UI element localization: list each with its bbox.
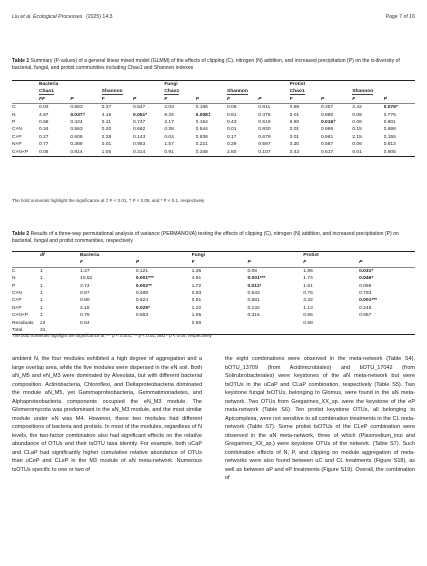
table2-cell: 0.121 (136, 267, 192, 275)
table2-cell: 0.046* (359, 276, 374, 282)
table1-cell: 0.01 (226, 127, 237, 133)
table1-cell: 0.01 (352, 149, 383, 157)
table1-cell: 0.747 (132, 120, 146, 126)
table-row (12, 134, 415, 141)
table1-cell: 0.424 (70, 120, 83, 126)
table1-cell: 0.980 (320, 112, 334, 118)
table1-cell: 0.81 (226, 112, 237, 118)
table1-stat-header: P (70, 96, 74, 102)
table2-footnote: The bold numerals highlight the significance at *** p < 0.001, ** p < 0.01, and * p < 0.05, respectively (12, 333, 212, 338)
table1-footnote: The bold numerals highlight the significance at ‡ P < 0.01, † P < 0.05, and * P < 0.1, respectively (12, 198, 205, 203)
table1-cell: 0.811 (258, 104, 289, 112)
table1-cell: 0.38 (164, 127, 174, 133)
table-row (12, 275, 415, 282)
table-row (12, 149, 415, 157)
table1-cell: 0.11 (101, 120, 111, 126)
table1-metric-header: Shannon (226, 89, 248, 95)
table1-stat-header: P (320, 96, 325, 102)
table1-cell: 2.03 (164, 104, 195, 112)
table2-cell: 0.132 (247, 305, 260, 311)
table2-cell (359, 320, 415, 327)
table2-group-header: Bacteria (80, 253, 100, 258)
table2-cell: 4.61 (191, 276, 202, 282)
table2-group-header: Fungi (191, 253, 205, 258)
table2-cell: 0.001*** (247, 276, 266, 282)
table1-row-label: C×P (12, 134, 22, 140)
table1-cell: 3.42 (352, 104, 383, 112)
table2-cell: 31 (40, 327, 80, 335)
table1-cell: 0.43 (290, 149, 321, 157)
table1-empty-header (12, 81, 39, 89)
table1-cell: 0.517 (321, 149, 352, 157)
table1-cell: 0.519 (258, 120, 271, 126)
table2-cell: 0.031* (359, 267, 415, 275)
table1-cell: 0.143 (132, 134, 146, 140)
table-row (12, 297, 415, 304)
table2-row-label: C×P (12, 298, 22, 304)
table1-cell: 0.314 (133, 149, 164, 157)
table1-cell: 0.15 (352, 127, 362, 133)
table2-stat-header: P (359, 260, 363, 266)
table2-cell: 0.055 (359, 283, 372, 289)
table2 (12, 251, 415, 335)
page-number: Page 7 of 16 (385, 14, 415, 20)
table1-metric-header: Chao1 (39, 89, 54, 95)
table1-stat-header: P (383, 96, 387, 102)
table1-cell: 0.801 (383, 120, 396, 126)
table1-cell: 0.597 (258, 142, 271, 148)
table1-cell: 0.88 (290, 104, 321, 112)
table1-cell: 0.836 (195, 134, 208, 140)
table2-cell: 0.93 (191, 291, 202, 297)
table1-metric-header: Chao1 (164, 89, 180, 95)
table1-cell: 0.01 (289, 112, 300, 118)
table2-cell: 0.08 (247, 267, 303, 275)
table-row (12, 112, 415, 119)
table1-cell: 0.91 (164, 149, 195, 157)
table1-cell: 0.17 (226, 134, 237, 140)
table1-cell: 0.06 (39, 149, 70, 157)
table1-group-header: Fungi (164, 82, 178, 87)
table2-cell: 1 (40, 291, 43, 297)
table2-row-label: N×P (12, 305, 22, 311)
table1-cell: 0.008‡ (195, 112, 211, 118)
table-row (12, 126, 415, 133)
table2-df-header: df (40, 253, 45, 258)
table1-cell: 0.77 (39, 142, 49, 148)
table1-empty-header (12, 96, 39, 104)
table1-cell: 1.05 (102, 149, 133, 157)
table1-cell: 0.27 (39, 134, 49, 140)
table1-cell: 0.29 (226, 142, 237, 148)
table1-stat-header: F (289, 96, 293, 102)
table2-cell: 0.76 (80, 313, 90, 319)
table2-cell: 0.001*** (135, 276, 154, 282)
table2-cell: 0.663 (135, 313, 149, 319)
table1-cell: 0.107 (258, 149, 289, 157)
table1-cell: 0.37 (102, 104, 133, 112)
table1-cell: 0.01 (101, 142, 112, 148)
table2-cell: 0.488 (135, 291, 149, 297)
table2-cell: 24 (40, 320, 46, 326)
table1-cell: 0.357 (321, 104, 352, 112)
table1-cell: 0.953 (132, 142, 146, 148)
table2-cell: 1 (40, 276, 43, 282)
table1-cell: 1.57 (164, 142, 174, 148)
table1-cell: 0.04 (164, 134, 174, 140)
table1-row-label: C×N (12, 127, 22, 133)
table2-cell: 0.967 (359, 313, 372, 319)
table2-cell: 0.001*** (359, 298, 378, 304)
table1-stat-header: FF (39, 96, 45, 102)
table1-stat-header: F (226, 96, 230, 102)
table2-cell (136, 320, 192, 327)
table1-cell: 0.30 (289, 142, 300, 148)
table1-row-label: N×P (12, 142, 22, 148)
table2-row-label: P (12, 283, 16, 289)
table1-cell: 0.037† (70, 112, 86, 118)
table1-cell: 8.34 (164, 112, 174, 118)
table1-cell: 0.051* (132, 112, 148, 118)
table1-label: Table 1 (12, 58, 30, 64)
table1-cell: 0.20 (101, 127, 112, 133)
table2-cell: 1.35 (192, 267, 248, 275)
table1-stat-header: P (132, 96, 137, 102)
journal-name: Liu et al. Ecological Processes (12, 14, 83, 20)
table1-cell: 0.43 (226, 120, 237, 126)
table2-cell: 0.793 (359, 291, 372, 297)
table1-group-header: Protist (289, 82, 306, 87)
table2-group-header: Protist (303, 253, 319, 258)
table1-cell: 2.80 (227, 149, 258, 157)
table1-group-header: Bacteria (39, 82, 59, 87)
table-row (12, 290, 415, 297)
table1-metric-header: Shannon (352, 89, 374, 95)
table1-cell: 0.166 (196, 104, 227, 112)
table1-stat-header: F (164, 96, 168, 102)
table2-cell: 1.47 (80, 267, 136, 275)
table1-cell: 2.15 (352, 134, 362, 140)
table1-row-label: C (12, 104, 39, 112)
table2-row-label: C×N×P (12, 313, 29, 319)
table1-cell: 0.221 (195, 142, 208, 148)
body-text-right-column: the eight combinations were observed in the meta-network (Table S4). bOTU_13709 (from Acidimicrobiales) and bOTU_17042 (from Solirubrobacterales) were keystones of the aN meta-network but were tsOTUs in the uCaP and CLaP combination, respectively (Table S5). Two keystone fungal tsOTUs, belonging to Glomus, were found in the aN meta-network. Two OTUs from Gregarines_XX_sp. were the keystone of the eP meta-network (Table S6). Ten protist keystone OTUs, all belonging to Apicomplexa, were not sensitive to all combination treatments in the CL meta-network (Table S7). Some protist tsOTUs of the CLeP combination were observed in the aN meta-network, three of which (Plasmodium_inui and Gregarines_XX_sp.) were keystone OTUs of the network. (Table S7). Such combination effects of N, P, and clipping on module aggregation of meta-networks were also found between uC and CL treatments (Figure S18), as well as between aP and eP treatments (Figure S19). Overall, the combination of (225, 356, 415, 481)
table1-cell: 0.376 (258, 112, 271, 118)
table-row (12, 104, 415, 112)
table2-cell: 0.581 (247, 298, 260, 304)
table1-cell: 0.662 (132, 127, 146, 133)
table1-row-label: N (12, 112, 16, 118)
table1-row-label: P (12, 120, 16, 126)
table-row (12, 312, 415, 319)
table2-row-label: C (12, 267, 40, 275)
table1-cell: 0.930 (258, 127, 271, 133)
table2-cell: 0.76 (303, 291, 313, 297)
table-row (12, 305, 415, 312)
table1-cell: 0.016† (320, 120, 336, 126)
table1-cell: 2.17 (164, 120, 174, 126)
table2-cell: 0.315 (247, 313, 260, 319)
table1-cell: 0.01 (289, 127, 300, 133)
table1-cell: 0.961 (320, 134, 334, 140)
table2-cell: 0.624 (135, 298, 149, 304)
table2-cell: 1.22 (191, 305, 202, 311)
table1-cell: 0.776 (383, 112, 396, 118)
table1-cell: 2.28 (101, 134, 112, 140)
table2-stat-header: F (80, 260, 84, 266)
table2-stat-header: P (135, 260, 140, 266)
table-row (12, 320, 415, 327)
table2-cell: 0.245 (359, 305, 372, 311)
table1-caption-text: Summary (P-values) of a general linear mixed model (GLMM) of the effects of clipping (C), nitrogen (N) addition, and increased precipitation (P) on the α-diversity of bacterial, fungal, and protist communities including Chao1 and Shannon indexes (12, 58, 400, 71)
table1-cell: 0.06 (227, 104, 258, 112)
table1-cell: 0.563 (70, 127, 83, 133)
table1-cell: 0.679 (258, 134, 271, 140)
table2-cell: 0.66 (191, 320, 202, 326)
table1-cell: 6.60 (289, 120, 300, 126)
table2-stat-header: F (191, 260, 195, 266)
table1-cell: 0.986 (320, 127, 334, 133)
table1-cell: 4.18 (101, 112, 112, 118)
table2-cell: 0.543 (247, 291, 260, 297)
table2-cell: 1.13 (303, 305, 313, 311)
table-row (12, 283, 415, 290)
table2-cell: 0.87 (80, 291, 90, 297)
table1-cell: 0.155 (383, 134, 396, 140)
table2-cell: 1 (40, 313, 43, 319)
table1-stat-header: P (195, 96, 199, 102)
table1-cell: 0.905 (384, 149, 415, 157)
body-text-left-column: ambient N, the four modules exhibited a high degree of aggregation and a large overlap area, while the five modules were dispersed in the eN soil. Both aN_M5 and eN_M3 were dominated by Alveolata, but with different bacterial composition. Actinobacteria, Chloroflexi, and Deltaproteobacteria dominated the module aN_M5, yet Gammaproteobacteria, Gemmatimonadetes, and Alphaproteobacteria components occupied the eN_M3 module. The Glomeromycota was predominant in the aN_M3 module, and the most similar module under eN was M4. However, these two modules had different compositions of bacteria and protists. In most of the modules, regardless of N levels, the two-factor combination also had significant effects on the relative abundance of OTUs and their tsOTU taxa identity. For example, both uCaP and CLaP had significantly higher cumulative relative abundance of OTUs than uCeP and CLeP in the M3 module of aN meta-network. Numerous tsOTUs specific to one or two of (12, 356, 202, 473)
table2-cell: 0.011* (247, 283, 262, 289)
table2-cell: 0.025* (135, 305, 150, 311)
table2-cell: 1.74 (303, 276, 313, 282)
table2-cell: 1.61 (303, 283, 313, 289)
table2-cell: 1 (40, 298, 43, 304)
table1-stat-header: P (258, 96, 262, 102)
table1-cell: 0.66 (39, 120, 49, 126)
table1-cell: 4.87 (39, 112, 49, 118)
table2-cell: 1 (40, 267, 80, 275)
page-header (12, 14, 415, 24)
table1-cell: 0.06 (352, 142, 362, 148)
table2-caption-text: Results of a three-way permutational analysis of variance (PERMANOVA) testing the effects of clipping (C), nitrogen (N) addition, and increased precipitation (P) on bacterial, fungal and protist communities, respectively (12, 231, 399, 244)
table2-cell: 1.95 (303, 267, 359, 275)
table2-cell: 3.74 (80, 283, 90, 289)
table2-cell: 2.16 (80, 305, 90, 311)
table2-row-label: Residuals (12, 320, 34, 326)
table1-metric-header: Chao1 (289, 89, 305, 95)
table1-caption (12, 58, 415, 71)
table1 (12, 80, 415, 157)
table1-stat-header: F (101, 96, 105, 102)
table1-cell: 0.608 (70, 134, 83, 140)
table2-label: Table 2 (12, 231, 30, 237)
table2-cell: 0.91 (191, 298, 202, 304)
table2-cell: 0.68 (303, 320, 313, 326)
table2-cell: 1.72 (191, 283, 202, 289)
table2-cell: 1 (40, 283, 43, 289)
table-row (12, 119, 415, 126)
table1-cell: 0.813 (383, 142, 396, 148)
table2-caption (12, 231, 415, 244)
table2-cell: 0.54 (80, 320, 90, 326)
table1-cell: 0.547 (133, 104, 164, 112)
table1-stat-header: F (352, 96, 356, 102)
table1-empty-header (12, 88, 39, 95)
table2-cell: 0.65 (303, 313, 313, 319)
table1-cell: 0.389 (70, 142, 83, 148)
table2-stat-header: F (303, 260, 307, 266)
journal-volume: (2025) 14:3 (86, 14, 113, 20)
table-row (12, 141, 415, 148)
table1-cell: 0.587 (320, 142, 334, 148)
table-row (12, 267, 415, 275)
table1-cell: 0.076* (384, 104, 415, 112)
table1-cell: 0.06 (352, 120, 362, 126)
table2-empty-header (12, 259, 40, 267)
table1-cell: 0.154 (195, 120, 208, 126)
table2-cell: 0.002** (135, 283, 152, 289)
table2-row-label: C×N (12, 291, 22, 297)
table1-cell: 0.544 (195, 127, 208, 133)
table2-cell: 1.05 (191, 313, 202, 319)
table1-cell: 0.814 (70, 149, 101, 157)
table2-empty-header (12, 252, 40, 260)
table1-cell: 0.348 (196, 149, 227, 157)
table1-cell: 0.34 (39, 127, 49, 133)
table2-stat-header: P (247, 260, 251, 266)
table1-metric-header: Shannon (101, 89, 123, 95)
table1-cell: 0.03 (39, 104, 70, 112)
table2-row-label: N (12, 276, 16, 282)
table1-cell: 0.863 (70, 104, 101, 112)
table2-cell: 1 (40, 305, 43, 311)
table2-cell: 3.32 (303, 298, 313, 304)
table1-cell: 0.08 (352, 112, 362, 118)
table2-cell (247, 320, 303, 327)
table1-row-label: C×N×P (12, 149, 39, 157)
table2-empty-header (40, 259, 80, 267)
table2-cell: 10.52 (80, 276, 93, 282)
table2-row-label: Total (12, 327, 40, 335)
table2-cell: 0.80 (80, 298, 90, 304)
table1-cell: 0.01 (289, 134, 300, 140)
table1-cell: 0.698 (383, 127, 396, 133)
